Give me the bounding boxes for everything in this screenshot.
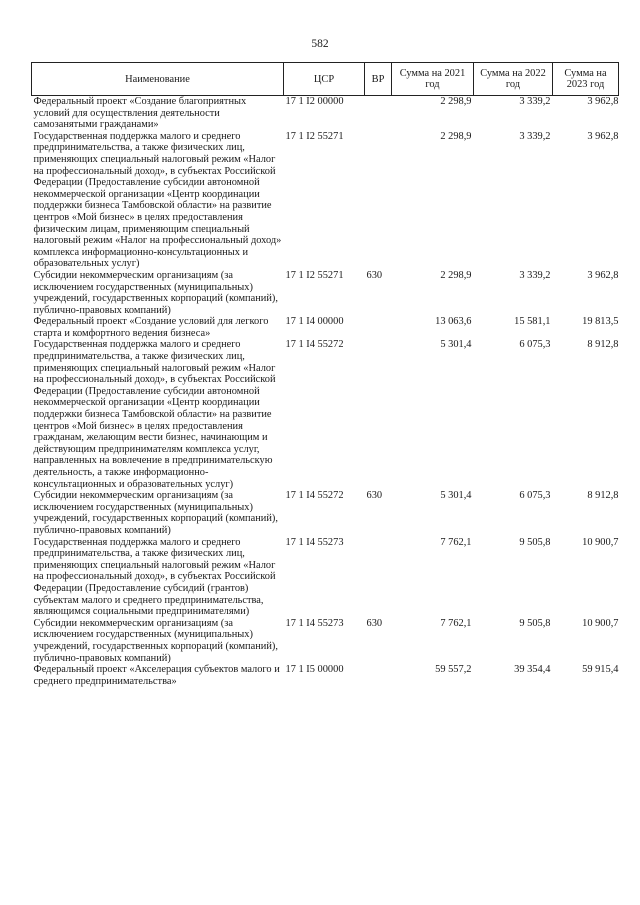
table-row [32,537,619,618]
row-sum-2021: 2 298,9 [440,96,472,107]
row-csr: 17 1 I4 55272 [285,339,344,351]
row-sum-2021: 59 557,2 [435,664,472,676]
row-sum-2022: 6 075,3 [519,339,551,351]
row-vr [365,537,392,618]
row-csr: 17 1 I4 00000 [285,316,344,328]
row-sum-2021: 13 063,6 [435,316,472,328]
row-name: Государственная поддержка малого и среднего предпринимательства, а также физических лиц, применяющих специальный налоговый режим «Налог на профессиональный доход», в субъектах Российской Федерации (Предоставление субсидий (грантов) субъектам малого и среднего предпринимательства, являющимся социальными предпринимателями) [33,536,276,618]
table-row [32,270,619,316]
row-sum-2022: 6 075,3 [519,490,551,502]
table-row [32,664,619,687]
row-vr [365,339,392,490]
row-name: Государственная поддержка малого и среднего предпринимательства, а также физических лиц, применяющих специальный налоговый режим «Налог на профессиональный доход», в субъектах Российской Федерации (Предоставление субсидии автономной некоммерческой организации «Центр координации поддержки бизнеса Тамбовской области» на развитие центров «Мой бизнес» в целях предоставления гражданам, желающим вести бизнес, начинающим и действующим предпринимателям комплекса услуг, направленных на вовлечение в предпринимательскую деятельность, а также информационно-консультационных и образовательных услуг) [33,339,276,490]
row-vr: 630 [366,269,383,281]
table-row [32,618,619,664]
row-sum-2023: 19 813,5 [582,316,619,328]
row-sum-2023: 8 912,8 [587,339,619,351]
table-row [32,316,619,339]
row-csr: 17 1 I2 00000 [285,96,344,107]
row-sum-2021: 7 762,1 [440,536,472,548]
budget-table [31,62,619,687]
row-vr [365,316,392,339]
row-sum-2022: 3 339,2 [519,130,551,142]
row-vr: 630 [366,617,383,629]
row-csr: 17 1 I2 55271 [285,269,344,281]
table-row [32,131,619,270]
row-sum-2022: 3 339,2 [519,269,551,281]
row-sum-2021: 5 301,4 [440,339,472,351]
row-name: Федеральный проект «Акселерация субъектов малого и среднего предпринимательства» [33,664,280,687]
row-name: Субсидии некоммерческим организациям (за исключением государственных (муниципальных) учреждений, государственных корпораций (компаний), публично-правовых компаний) [33,617,278,664]
row-csr: 17 1 I4 55273 [285,536,344,548]
table-row [32,96,619,131]
row-sum-2022: 15 581,1 [514,316,551,328]
row-name: Субсидии некоммерческим организациям (за исключением государственных (муниципальных) учреждений, государственных корпораций (компаний), публично-правовых компаний) [33,490,278,536]
table-body [32,96,619,688]
row-sum-2023: 3 962,8 [587,130,619,142]
row-sum-2022: 39 354,4 [514,664,551,676]
row-sum-2023: 3 962,8 [587,269,619,281]
row-name: Федеральный проект «Создание благоприятных условий для осуществления деятельности самозанятыми гражданами» [33,96,247,131]
row-name: Субсидии некоммерческим организациям (за исключением государственных (муниципальных) учреждений, государственных корпораций (компаний), публично-правовых компаний) [33,269,278,316]
row-sum-2021: 5 301,4 [440,490,472,502]
header-row [32,63,619,96]
row-vr [365,96,392,131]
row-sum-2022: 3 339,2 [519,96,551,107]
row-sum-2023: 8 912,8 [587,490,619,502]
row-sum-2023: 10 900,7 [582,536,619,548]
row-csr: 17 1 I4 55273 [285,617,344,629]
row-sum-2021: 2 298,9 [440,130,472,142]
header-sum-2022: Сумма на 2022 год [474,63,553,96]
row-csr: 17 1 I2 55271 [285,130,344,142]
row-csr: 17 1 I5 00000 [285,664,344,676]
table-row [32,339,619,490]
row-sum-2023: 3 962,8 [587,96,619,107]
row-vr: 630 [366,490,383,502]
row-vr [365,131,392,270]
row-name: Федеральный проект «Создание условий для легкого старта и комфортного ведения бизнеса» [33,316,269,339]
header-csr: ЦСР [284,63,365,96]
header-sum-2021: Сумма на 2021 год [392,63,474,96]
header-sum-2023: Сумма на 2023 год [553,63,619,96]
row-sum-2022: 9 505,8 [519,617,551,629]
row-vr [365,664,392,687]
page-number: 582 [311,38,329,50]
row-sum-2023: 59 915,4 [582,664,619,676]
row-sum-2022: 9 505,8 [519,536,551,548]
header-vr: ВР [365,63,392,96]
table-header [32,63,619,96]
row-name: Государственная поддержка малого и среднего предпринимательства, а также физических лиц, применяющих специальный налоговый режим «Налог на профессиональный доход», в субъектах Российской Федерации (Предоставление субсидии автономной некоммерческой организации «Центр координации поддержки бизнеса Тамбовской области» на развитие центров «Мой бизнес» в целях предоставления физическим лицам, применяющим специальный налоговый режим «Налог на профессиональный доход» комплекса информационно-консультационных и образовательных услуг) [33,130,282,270]
row-sum-2023: 10 900,7 [582,617,619,629]
header-name: Наименование [32,63,284,96]
row-sum-2021: 7 762,1 [440,617,472,629]
row-csr: 17 1 I4 55272 [285,490,344,502]
row-sum-2021: 2 298,9 [440,269,472,281]
table-row [32,490,619,536]
